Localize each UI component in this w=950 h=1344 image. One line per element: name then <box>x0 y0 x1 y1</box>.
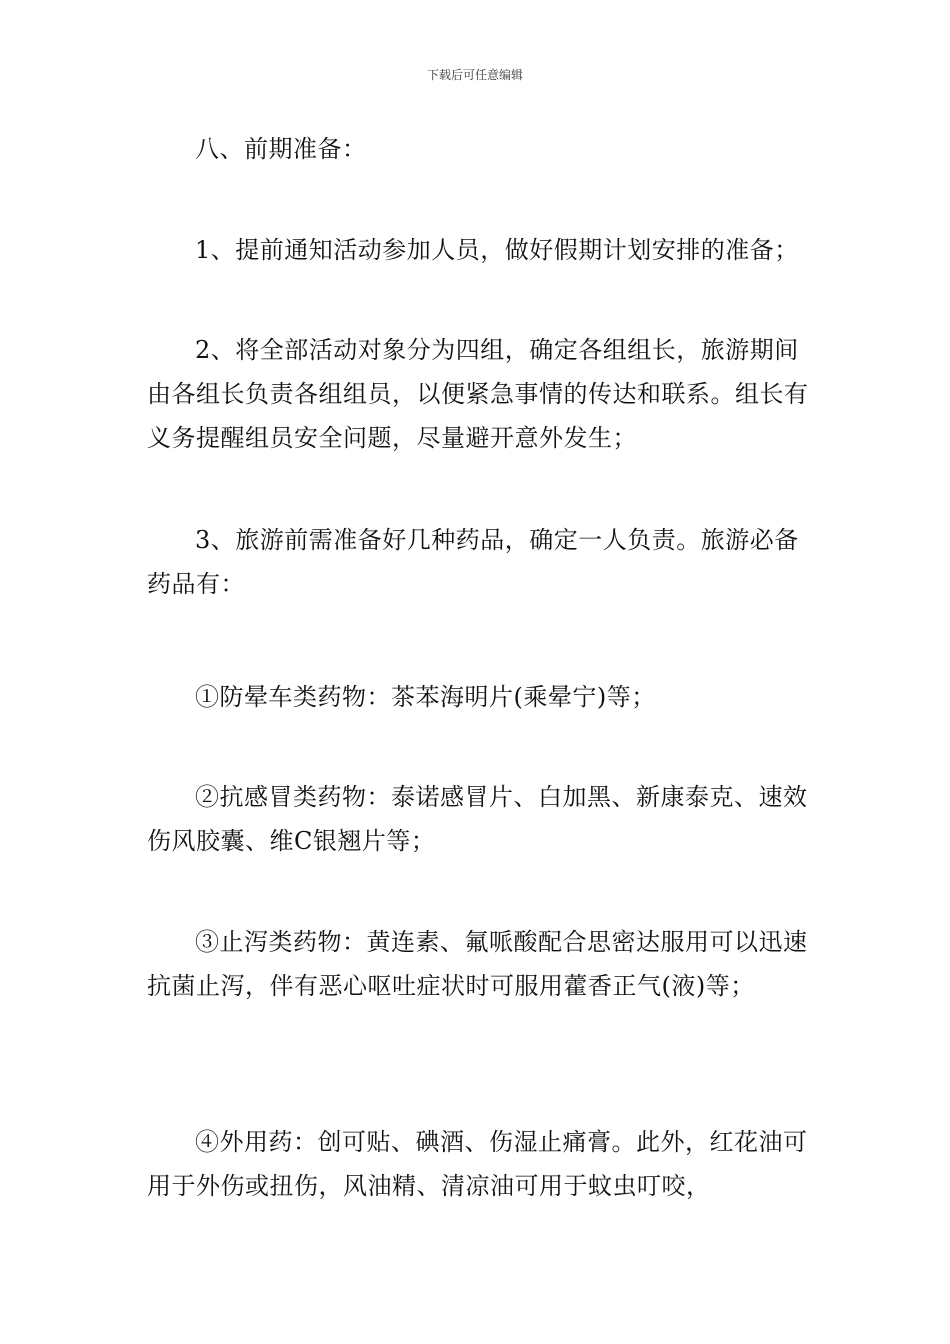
header-note: 下载后可任意编辑 <box>426 68 523 82</box>
paragraph-item-3: 3、旅游前需准备好几种药品，确定一人负责。旅游必备药品有： <box>147 526 799 598</box>
paragraph-item-1: 1、提前通知活动参加人员，做好假期计划安排的准备； <box>195 236 799 264</box>
paragraph-item-2: 2、将全部活动对象分为四组，确定各组组长，旅游期间由各组长负责各组组员，以便紧急事情的传达和联系。组长有义务提醒组员安全问题，尽量避开意外发生； <box>147 336 809 452</box>
paragraph-medicine-4: ④外用药：创可贴、碘酒、伤湿止痛膏。此外，红花油可用于外伤或扭伤，风油精、清凉油可用于蚊虫叮咬， <box>147 1128 808 1200</box>
section-heading: 八、前期准备： <box>195 135 367 163</box>
paragraph-medicine-2: ②抗感冒类药物：泰诺感冒片、白加黑、新康泰克、速效伤风胶囊、维C银翘片等； <box>147 783 808 855</box>
paragraph-medicine-3: ③止泻类药物：黄连素、氟哌酸配合思密达服用可以迅速抗菌止泻，伴有恶心呕吐症状时可服用藿香正气(液)等； <box>147 928 808 1000</box>
paragraph-medicine-1: ①防晕车类药物：茶苯海明片(乘晕宁)等； <box>195 683 656 711</box>
